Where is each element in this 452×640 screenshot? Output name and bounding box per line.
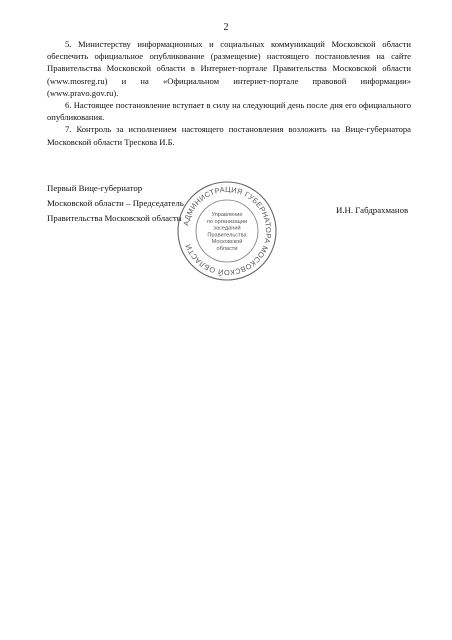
body-text: [47, 38, 411, 148]
signer-title-line-2: Московской области – Председатель: [47, 198, 184, 208]
seal-center-line: Московской: [211, 239, 243, 246]
seal-center-text: [207, 212, 248, 252]
signer-name: И.Н. Габдрахманов: [336, 205, 409, 215]
seal-ring-text: АДМИНИСТРАЦИЯ ГУБЕРНАТОРА МОСКОВСКОЙ ОБЛАСТИ: [181, 184, 274, 278]
page-number: 2: [223, 22, 229, 33]
signer-title-line-1: Первый Вице-губернатор: [47, 183, 143, 193]
official-seal: [176, 180, 278, 282]
paragraph-6: 6. Настоящее постановление вступает в силу на следующий день после дня его официального опубликования.: [47, 100, 411, 123]
signer-title-line-3: Правительства Московской области: [47, 213, 182, 223]
seal-graphic: [176, 180, 278, 282]
signature-block: [47, 181, 184, 226]
seal-center-line: заседаний: [213, 225, 241, 232]
paragraph-5: 5. Министерству информационных и социальных коммуникаций Московской области обеспечить официальное опубликование (размещение) настоящего постановления на сайте Правительства Московской области в Интернет-портале Правительства Московской области (www.mosreg.ru) и на «Официальном интернет-портале правовой информации» (www.pravo.gov.ru).: [47, 39, 411, 98]
seal-center-line: Правительства: [207, 232, 247, 239]
paragraph-7: 7. Контроль за исполнением настоящего постановления возложить на Вице-губернатора Московской области Трескова И.Б.: [47, 124, 411, 147]
seal-center-line: Управление: [211, 212, 243, 218]
seal-center-line: по организации: [206, 218, 248, 225]
seal-center-line: области: [216, 246, 238, 252]
